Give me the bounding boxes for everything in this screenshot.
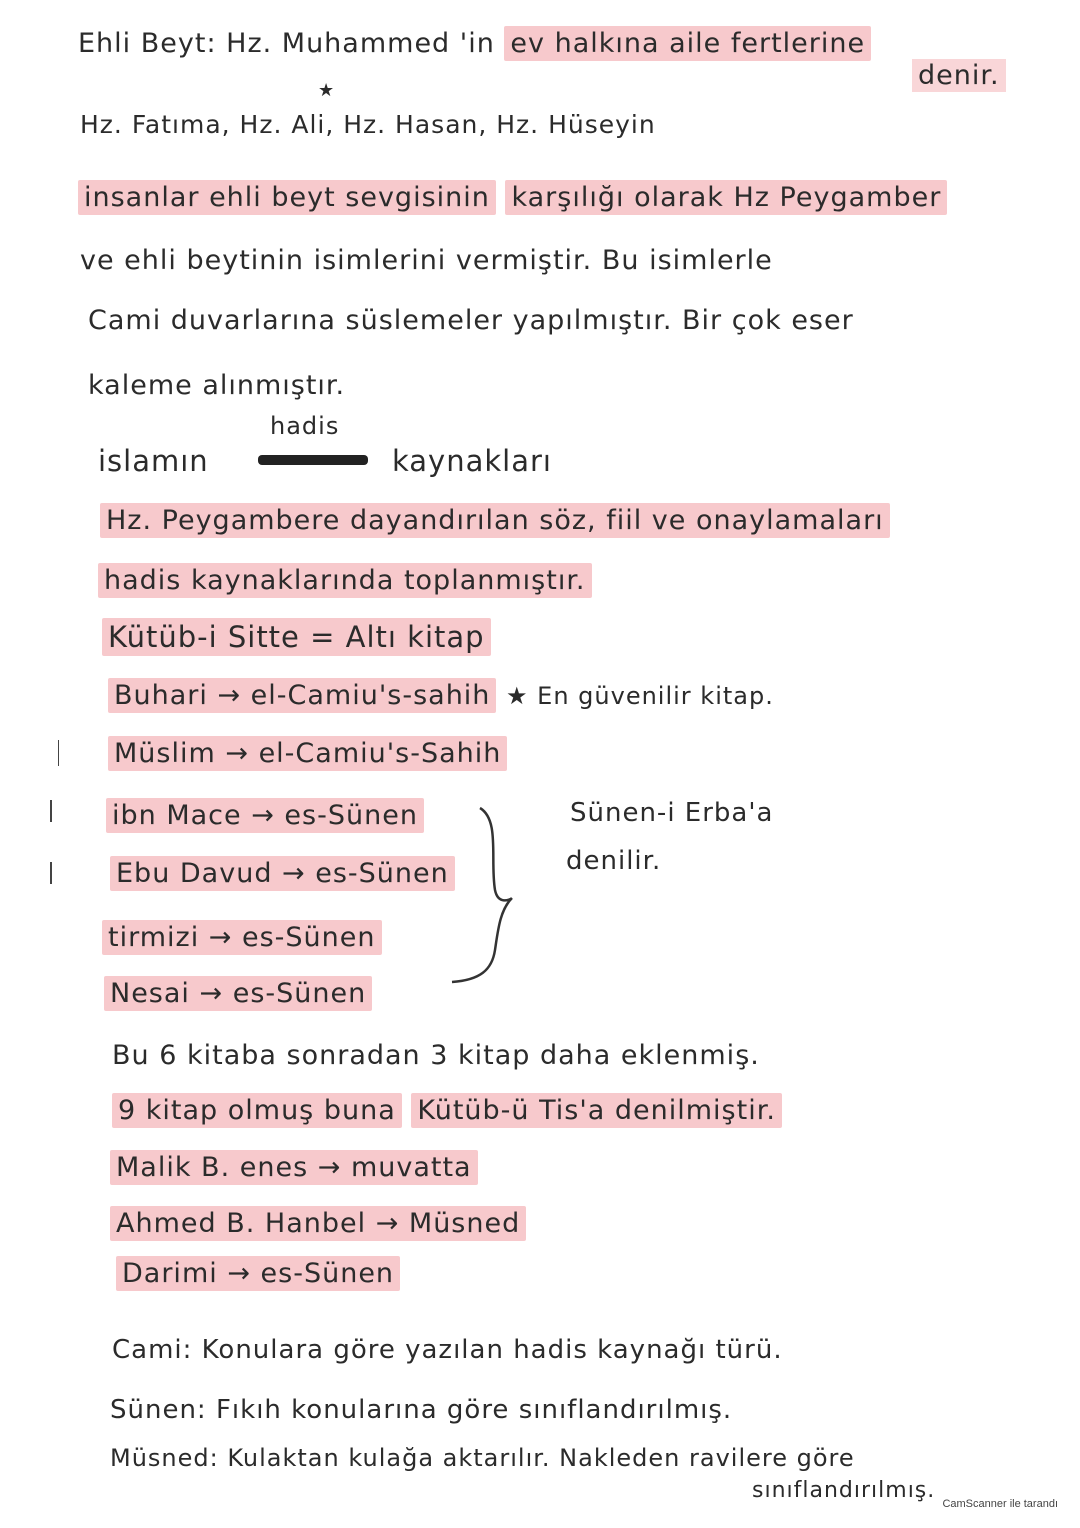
- book-ebu-davud: [110, 858, 455, 889]
- margin-mark: [50, 800, 52, 822]
- muslim-entry: Müslim → el-Camiu's-Sahih: [108, 736, 507, 771]
- love-phrase: insanlar ehli beyt sevgisinin: [78, 180, 496, 215]
- definition-end: denir.: [912, 59, 1006, 92]
- book-darimi: [116, 1258, 400, 1289]
- note-line-8: [100, 505, 890, 536]
- star-icon: ★: [318, 80, 336, 101]
- note-line-17: Bu 6 kitaba sonradan 3 kitap daha eklenmiş.: [112, 1040, 760, 1071]
- erbaa-label-2: denilir.: [566, 846, 662, 876]
- darimi-entry: Darimi → es-Sünen: [116, 1256, 400, 1291]
- trust-note: ★ En güvenilir kitap.: [506, 682, 774, 710]
- margin-mark: [58, 740, 59, 766]
- def-musned: Müsned: Kulaktan kulağa aktarılır. Nakleden ravilere göre: [110, 1444, 855, 1472]
- musned-entry: Ahmed B. Hanbel → Müsned: [110, 1206, 526, 1241]
- note-line-4: ve ehli beytinin isimlerini vermiştir. Bu isimlerle: [80, 245, 773, 276]
- family-names: Hz. Fatıma, Hz. Ali, Hz. Hasan, Hz. Hüseyin: [80, 110, 656, 139]
- section-heading-a: islamın: [98, 444, 209, 478]
- book-muvatta: [110, 1152, 478, 1183]
- note-line-9: [98, 565, 592, 596]
- book-buhari: [108, 680, 774, 711]
- margin-mark: [50, 862, 52, 884]
- muvatta-entry: Malik B. enes → muvatta: [110, 1150, 478, 1185]
- book-nesai: [104, 978, 372, 1009]
- nine-books: 9 kitap olmuş buna: [112, 1093, 402, 1128]
- tirmizi-entry: tirmizi → es-Sünen: [102, 920, 382, 955]
- book-musned: [110, 1208, 526, 1239]
- def-musned-cont: sınıflandırılmış.: [752, 1478, 936, 1503]
- book-muslim: [108, 738, 507, 769]
- section-heading-b: kaynakları: [392, 444, 552, 478]
- scribble-strike: [258, 455, 368, 465]
- curly-brace: [440, 800, 520, 990]
- hadis-collection: hadis kaynaklarında toplanmıştır.: [98, 563, 592, 598]
- kutub-sitte-line: [102, 620, 491, 654]
- note-line-5: Cami duvarlarına süslemeler yapılmıştır. Bir çok eser: [88, 305, 854, 336]
- definition-highlight: ev halkına aile fertlerine: [504, 26, 871, 61]
- book-tirmizi: [102, 922, 382, 953]
- note-line-18: [112, 1095, 782, 1126]
- ehli-beyt-heading: Ehli Beyt: Hz. Muhammed 'in: [78, 28, 495, 59]
- prophet-phrase: karşılığı olarak Hz Peygamber: [505, 180, 947, 215]
- kutub-tisa: Kütüb-ü Tis'a denilmiştir.: [411, 1093, 782, 1128]
- kutub-sitte: Kütüb-i Sitte = Altı kitap: [102, 618, 491, 656]
- note-line-1-cont: [912, 60, 1006, 91]
- book-ibn-mace: [106, 800, 424, 831]
- erbaa-label: Sünen-i Erba'a: [570, 798, 774, 828]
- def-sunen: Sünen: Fıkıh konularına göre sınıflandırılmış.: [110, 1395, 733, 1425]
- note-line-6: kaleme alınmıştır.: [88, 370, 346, 401]
- hadis-definition: Hz. Peygambere dayandırılan söz, fiil ve onaylamaları: [100, 503, 890, 538]
- buhari-entry: Buhari → el-Camiu's-sahih: [108, 678, 496, 713]
- note-line-1: [78, 28, 871, 59]
- def-cami: Cami: Konulara göre yazılan hadis kaynağı türü.: [112, 1335, 783, 1365]
- scanner-watermark: CamScanner ile tarandı: [942, 1498, 1058, 1510]
- inserted-word: hadis: [270, 412, 340, 440]
- ebu-davud-entry: Ebu Davud → es-Sünen: [110, 856, 455, 891]
- note-line-3: [78, 182, 947, 213]
- ibn-mace-entry: ibn Mace → es-Sünen: [106, 798, 424, 833]
- nesai-entry: Nesai → es-Sünen: [104, 976, 372, 1011]
